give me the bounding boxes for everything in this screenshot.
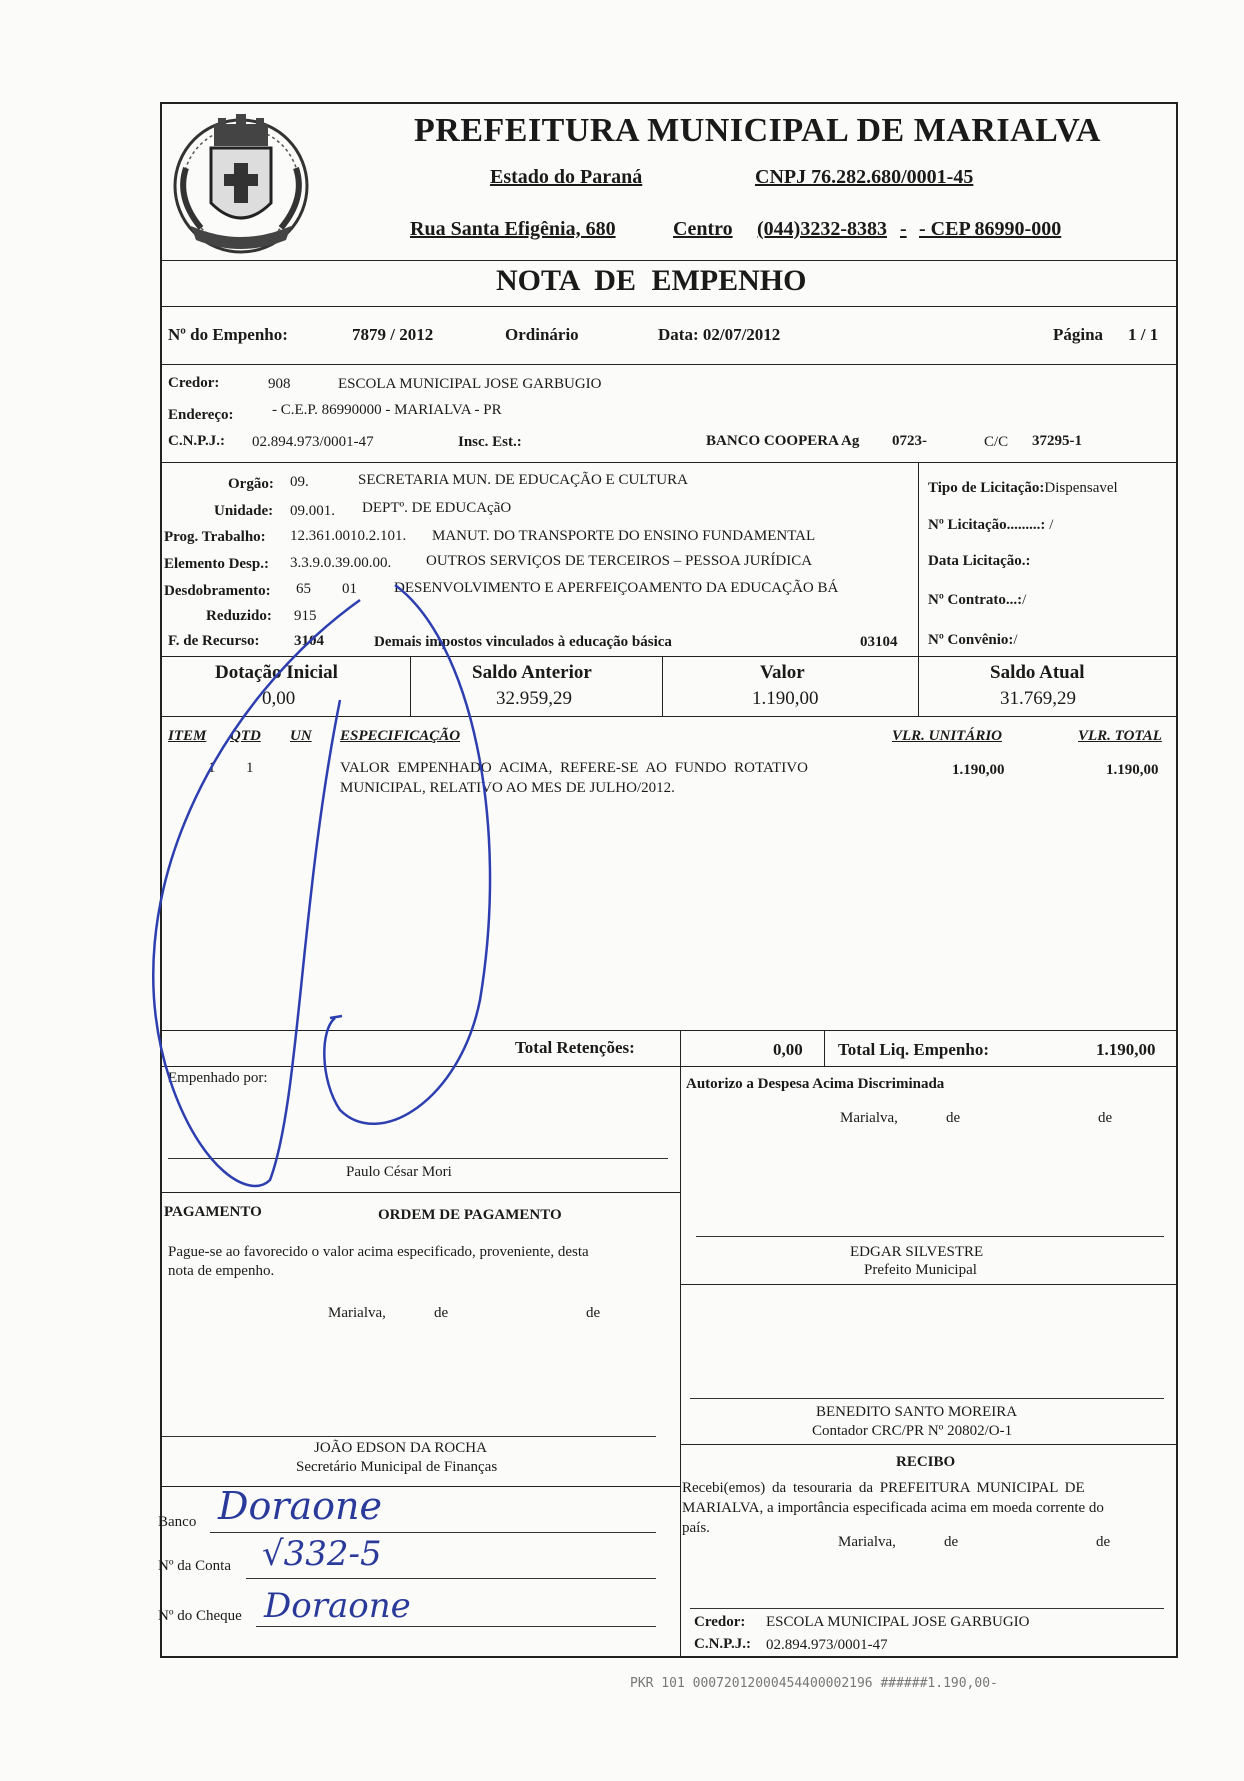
recibo-label: RECIBO xyxy=(896,1454,956,1470)
secretario-name: JOÃO EDSON DA ROCHA xyxy=(314,1440,487,1456)
secretario-title: Secretário Municipal de Finanças xyxy=(296,1459,498,1475)
valor-value: 1.190,00 xyxy=(752,688,819,709)
col-item: ITEM xyxy=(168,728,207,744)
recibo-line2: MARIALVA, a importância especificada acima em moeda corrente do xyxy=(682,1500,1104,1516)
col-vlr-unitario: VLR. UNITÁRIO xyxy=(892,728,1003,744)
retencoes-value: 0,00 xyxy=(773,1040,803,1059)
autorizo-de-2: de xyxy=(1098,1110,1113,1126)
dotacao-label: Dotação Inicial xyxy=(215,662,338,683)
item-spec-line2: MUNICIPAL, RELATIVO AO MES DE JULHO/2012. xyxy=(340,780,675,796)
autorizo-city: Marialva, xyxy=(840,1110,898,1126)
col-vlr-total: VLR. TOTAL xyxy=(1078,728,1162,744)
empenho-number: 7879 / 2012 xyxy=(352,325,434,344)
orgao-name: SECRETARIA MUN. DE EDUCAÇÃO E CULTURA xyxy=(358,472,688,488)
pagamento-label: PAGAMENTO xyxy=(164,1204,262,1220)
recibo-cnpj: 02.894.973/0001-47 xyxy=(766,1637,888,1653)
document-title: NOTA DE EMPENHO xyxy=(496,264,807,297)
pagamento-de-2: de xyxy=(586,1305,601,1321)
conta-handwriting: √332-5 xyxy=(262,1534,382,1574)
desdobramento-name: DESENVOLVIMENTO E APERFEIÇOAMENTO DA EDUCAÇÃO BÁ xyxy=(394,580,839,596)
page-number: 1 / 1 xyxy=(1128,325,1159,344)
credor-cnpj-label: C.N.P.J.: xyxy=(168,433,225,449)
credor-cnpj: 02.894.973/0001-47 xyxy=(252,434,374,450)
recurso-label: F. de Recurso: xyxy=(168,633,260,649)
contrato-label: Nº Contrato...:/ xyxy=(928,592,1027,608)
desdobramento-label: Desdobramento: xyxy=(164,583,271,599)
prefeitura-cnpj: CNPJ 76.282.680/0001-45 xyxy=(755,166,974,188)
credor-name: ESCOLA MUNICIPAL JOSE GARBUGIO xyxy=(338,376,602,392)
saldo-anterior-value: 32.959,29 xyxy=(496,688,572,709)
item-spec-line1: VALOR EMPENHADO ACIMA, REFERE-SE AO FUNDO ROTATIVO xyxy=(340,760,808,776)
prefeitura-title: PREFEITURA MUNICIPAL DE MARIALVA xyxy=(414,112,1101,149)
saldo-atual-value: 31.769,29 xyxy=(1000,688,1076,709)
prefeito-title: Prefeito Municipal xyxy=(864,1262,977,1278)
desdobramento-code1: 65 xyxy=(296,581,311,597)
state-label: Estado do Paraná xyxy=(490,166,643,188)
contrato-value: / xyxy=(1022,592,1027,608)
item-number: 1 xyxy=(208,760,216,776)
orgao-code: 09. xyxy=(290,474,309,490)
elemento-name: OUTROS SERVIÇOS DE TERCEIROS – PESSOA JURÍDICA xyxy=(426,553,813,569)
empenhado-por-label: Empenhado por: xyxy=(168,1070,268,1086)
prefeito-name: EDGAR SILVESTRE xyxy=(850,1244,984,1260)
saldo-anterior-label: Saldo Anterior xyxy=(472,662,592,683)
empenho-date: Data: 02/07/2012 xyxy=(658,325,781,344)
dotacao-value: 0,00 xyxy=(262,688,296,709)
item-vlr-unitario: 1.190,00 xyxy=(952,762,1005,778)
cheque-label: Nº do Cheque xyxy=(158,1608,242,1624)
recibo-credor-label: Credor: xyxy=(694,1614,746,1630)
page-label: Página xyxy=(1053,325,1104,344)
col-un: UN xyxy=(290,728,312,744)
bank-agency: 0723- xyxy=(892,433,927,449)
credor-label: Credor: xyxy=(168,375,220,391)
pagamento-de-1: de xyxy=(434,1305,449,1321)
reduzido-value: 915 xyxy=(294,608,317,624)
autorizo-de-1: de xyxy=(946,1110,961,1126)
recibo-de-1: de xyxy=(944,1534,959,1550)
recurso-number: 03104 xyxy=(860,634,898,650)
contador-title: Contador CRC/PR Nº 20802/O-1 xyxy=(812,1423,1013,1439)
col-qtd: QTD xyxy=(230,728,261,744)
pague-se-line1: Pague-se ao favorecido o valor acima especificado, proveniente, desta xyxy=(168,1244,589,1260)
ordem-pagamento-label: ORDEM DE PAGAMENTO xyxy=(378,1207,562,1223)
unidade-label: Unidade: xyxy=(214,503,274,519)
licitacao-number-value: / xyxy=(1049,517,1054,533)
recibo-credor-name: ESCOLA MUNICIPAL JOSE GARBUGIO xyxy=(766,1614,1030,1630)
insc-est-label: Insc. Est.: xyxy=(458,434,522,450)
licitacao-number-label: Nº Licitação.........: / xyxy=(928,517,1054,533)
tipo-licitacao-label: Tipo de Licitação:Dispensavel xyxy=(928,480,1118,496)
prefeitura-phone: (044)3232-8383 xyxy=(757,218,887,240)
recurso-code: 3104 xyxy=(294,633,324,649)
prog-name: MANUT. DO TRANSPORTE DO ENSINO FUNDAMENTAL xyxy=(432,528,816,544)
liq-empenho-label: Total Liq. Empenho: xyxy=(838,1040,989,1059)
contador-name: BENEDITO SANTO MOREIRA xyxy=(816,1404,1018,1420)
prefeitura-district: Centro xyxy=(673,218,733,240)
endereco-label: Endereço: xyxy=(168,407,234,423)
convenio-value: / xyxy=(1013,632,1018,648)
bank-name: BANCO COOPERA Ag xyxy=(706,433,860,449)
cc-label: C/C xyxy=(984,434,1009,450)
recibo-cnpj-label: C.N.P.J.: xyxy=(694,1636,751,1652)
col-especificacao: ESPECIFICAÇÃO xyxy=(340,728,461,744)
prefeitura-address: Rua Santa Efigênia, 680 xyxy=(410,218,616,240)
autorizo-label: Autorizo a Despesa Acima Discriminada xyxy=(686,1076,945,1092)
item-vlr-total: 1.190,00 xyxy=(1106,762,1159,778)
elemento-code: 3.3.9.0.39.00.00. xyxy=(290,555,392,571)
empenhado-por-name: Paulo César Mori xyxy=(346,1164,452,1180)
valor-label: Valor xyxy=(760,662,805,683)
recibo-line1: Recebi(emos) da tesouraria da PREFEITURA MUNICIPAL DE xyxy=(682,1480,1085,1496)
elemento-label: Elemento Desp.: xyxy=(164,556,269,572)
recurso-name: Demais impostos vinculados à educação básica xyxy=(374,634,672,650)
prefeitura-cep: - CEP 86990-000 xyxy=(919,218,1062,240)
tipo-licitacao-value: Dispensavel xyxy=(1044,480,1118,496)
convenio-label: Nº Convênio:/ xyxy=(928,632,1018,648)
banco-label: Banco xyxy=(158,1514,197,1530)
empenho-number-label: Nº do Empenho: xyxy=(168,325,288,344)
data-licitacao-label: Data Licitação.: xyxy=(928,553,1031,569)
prog-code: 12.361.0010.2.101. xyxy=(290,528,407,544)
saldo-atual-label: Saldo Atual xyxy=(990,662,1085,683)
item-qtd: 1 xyxy=(246,760,254,776)
credor-code: 908 xyxy=(268,376,291,392)
header-dash: - xyxy=(900,218,907,240)
cheque-handwriting: Doraone xyxy=(264,1586,411,1626)
recibo-de-2: de xyxy=(1096,1534,1111,1550)
liq-empenho-value: 1.190,00 xyxy=(1096,1040,1156,1059)
footer-code: PKR 101 00072012000454400002196 ######1.190,00- xyxy=(630,1676,998,1691)
reduzido-label: Reduzido: xyxy=(206,608,272,624)
unidade-name: DEPTº. DE EDUCAçãO xyxy=(362,500,512,516)
retencoes-label: Total Retenções: xyxy=(515,1038,635,1057)
prog-label: Prog. Trabalho: xyxy=(164,529,266,545)
pague-se-line2: nota de empenho. xyxy=(168,1263,275,1279)
empenho-type: Ordinário xyxy=(505,325,579,344)
orgao-label: Orgão: xyxy=(228,476,274,492)
desdobramento-code2: 01 xyxy=(342,581,357,597)
credor-endereco: - C.E.P. 86990000 - MARIALVA - PR xyxy=(272,402,502,418)
cc-number: 37295-1 xyxy=(1032,433,1082,449)
pagamento-city: Marialva, xyxy=(328,1305,386,1321)
recibo-city: Marialva, xyxy=(838,1534,896,1550)
conta-label: Nº da Conta xyxy=(158,1558,231,1574)
banco-handwriting: Doraone xyxy=(218,1484,383,1528)
unidade-code: 09.001. xyxy=(290,503,335,519)
recibo-line3: país. xyxy=(682,1520,710,1536)
